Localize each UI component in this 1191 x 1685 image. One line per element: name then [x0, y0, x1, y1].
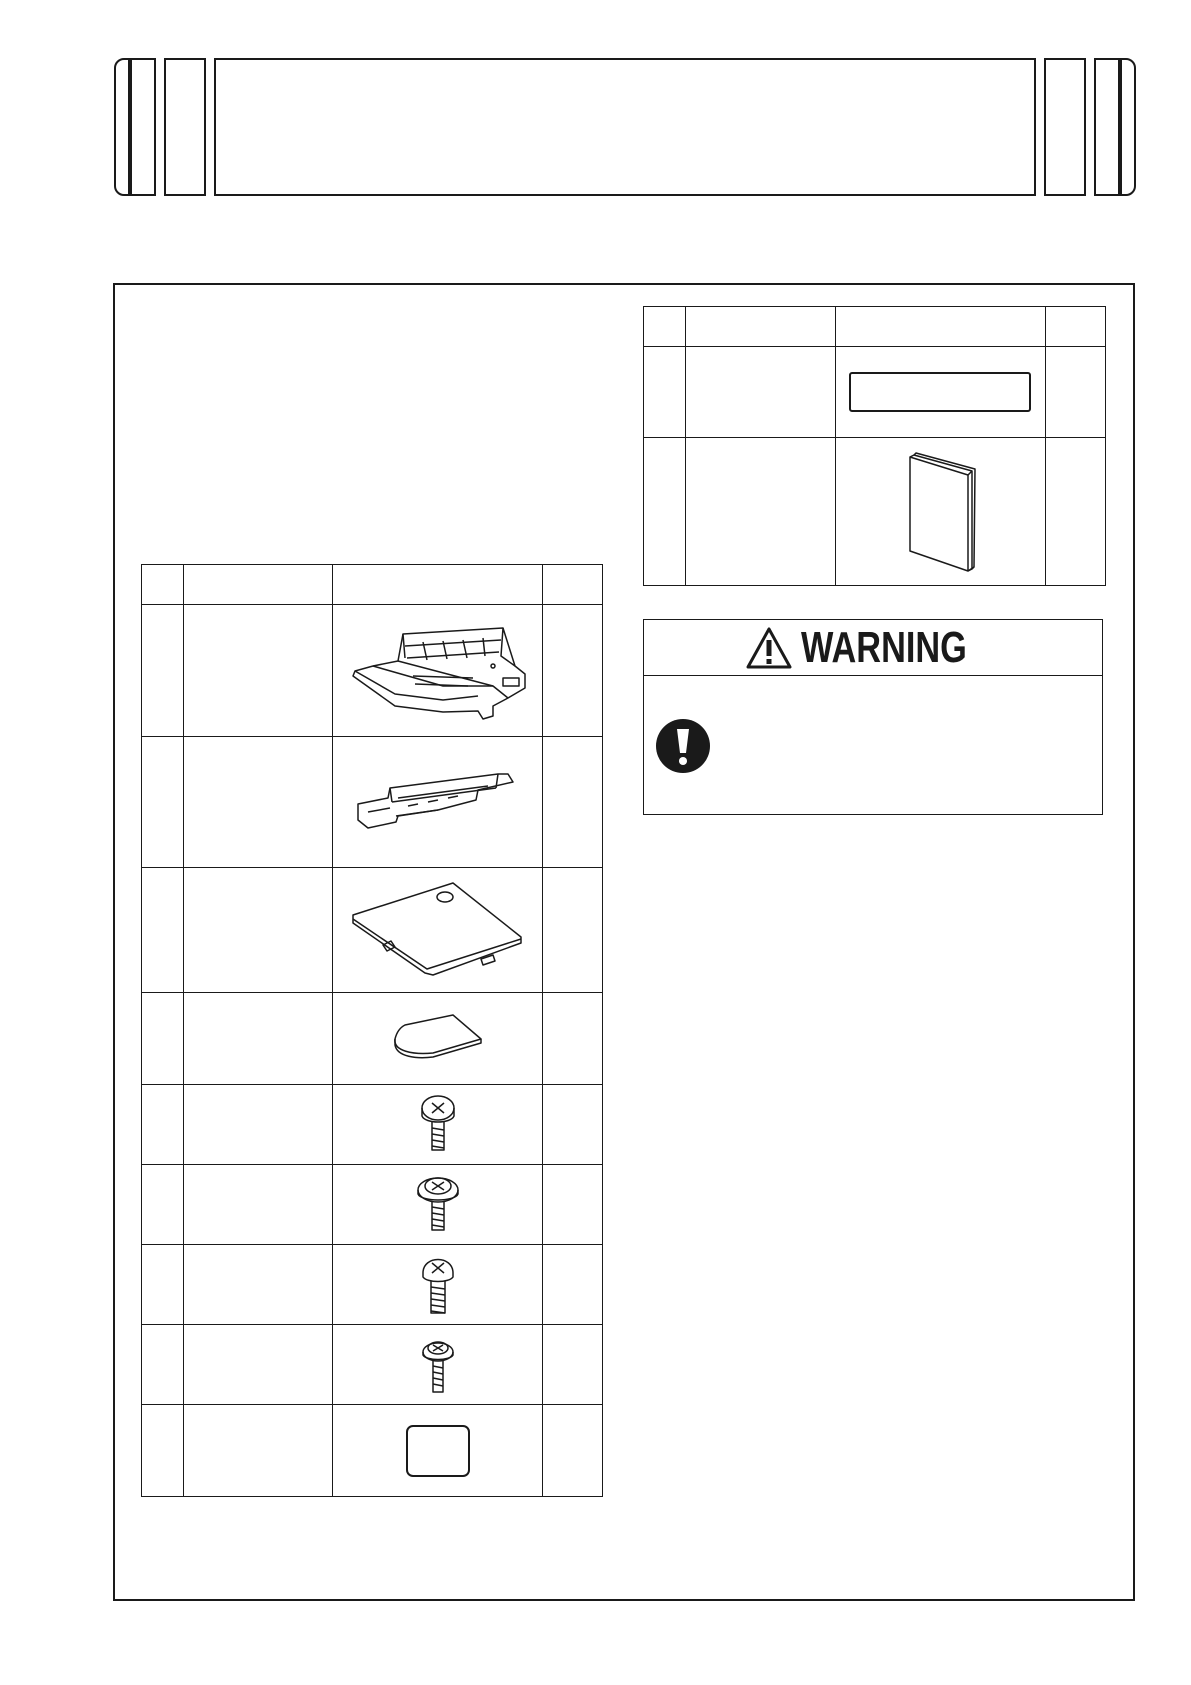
row-name [184, 1085, 333, 1165]
banner-left-bar-1 [130, 58, 156, 196]
header-no [142, 565, 184, 605]
banner-left-bar-2 [164, 58, 206, 196]
row-name [184, 1325, 333, 1405]
header-shape [333, 565, 543, 605]
row-name [184, 737, 333, 868]
bypass-tray-icon [343, 616, 533, 726]
row-no [142, 993, 184, 1085]
header-no [644, 307, 686, 347]
row-qty [543, 993, 603, 1085]
row-no [142, 605, 184, 737]
screw-flat-head-icon [413, 1090, 463, 1160]
row-qty [543, 1405, 603, 1497]
parts-table-left [141, 564, 603, 1497]
paper-guide-plate-icon [348, 762, 528, 842]
row-qty [543, 1085, 603, 1165]
row-qty [543, 605, 603, 737]
warning-heading: WARNING [801, 622, 967, 672]
table-header-row [142, 565, 603, 605]
table-row [142, 605, 603, 737]
table-row [142, 1165, 603, 1245]
row-name [184, 1245, 333, 1325]
banner-right-cap [1120, 58, 1136, 196]
row-qty [1046, 347, 1106, 438]
table-row [142, 1325, 603, 1405]
row-qty [1046, 438, 1106, 586]
row-name [184, 605, 333, 737]
row-no [142, 1165, 184, 1245]
row-qty [543, 1325, 603, 1405]
row-qty [543, 1245, 603, 1325]
row-no [142, 1405, 184, 1497]
table-row [142, 737, 603, 868]
row-no [142, 1085, 184, 1165]
row-no [142, 1245, 184, 1325]
row-no [142, 868, 184, 993]
row-qty [543, 737, 603, 868]
header-name [184, 565, 333, 605]
row-name [184, 993, 333, 1085]
warning-header [644, 620, 1102, 676]
row-no [644, 438, 686, 586]
label-square-icon [405, 1424, 471, 1478]
parts-table-right [643, 306, 1106, 586]
booklet-icon [900, 447, 980, 577]
header-qty [1046, 307, 1106, 347]
header-name [686, 307, 835, 347]
row-name [686, 438, 835, 586]
cover-plate-icon [343, 875, 533, 985]
banner-title [214, 58, 1036, 192]
row-no [142, 737, 184, 868]
screw-small-washer-icon [413, 1330, 463, 1400]
row-name [184, 1405, 333, 1497]
row-qty [543, 868, 603, 993]
table-row [142, 1085, 603, 1165]
warning-triangle-icon [745, 626, 793, 670]
warning-box [643, 619, 1103, 815]
warning-body [644, 676, 1102, 815]
table-row [142, 1245, 603, 1325]
exclamation-circle-icon [654, 717, 712, 775]
row-name [184, 868, 333, 993]
table-row [644, 347, 1106, 438]
row-name [184, 1165, 333, 1245]
screw-washer-head-icon [411, 1170, 465, 1240]
table-row [142, 868, 603, 993]
banner-right-bar-2 [1094, 58, 1120, 196]
label-strip-icon [848, 370, 1032, 414]
row-no [644, 347, 686, 438]
table-row [142, 993, 603, 1085]
screw-round-head-icon [413, 1249, 463, 1321]
banner-left-cap [114, 58, 130, 196]
table-header-row [644, 307, 1106, 347]
header-qty [543, 565, 603, 605]
table-row [142, 1405, 603, 1497]
rounded-pad-icon [383, 1009, 493, 1069]
row-name [686, 347, 835, 438]
row-no [142, 1325, 184, 1405]
header-shape [835, 307, 1046, 347]
row-qty [543, 1165, 603, 1245]
banner-right-bar-1 [1044, 58, 1086, 196]
table-row [644, 438, 1106, 586]
